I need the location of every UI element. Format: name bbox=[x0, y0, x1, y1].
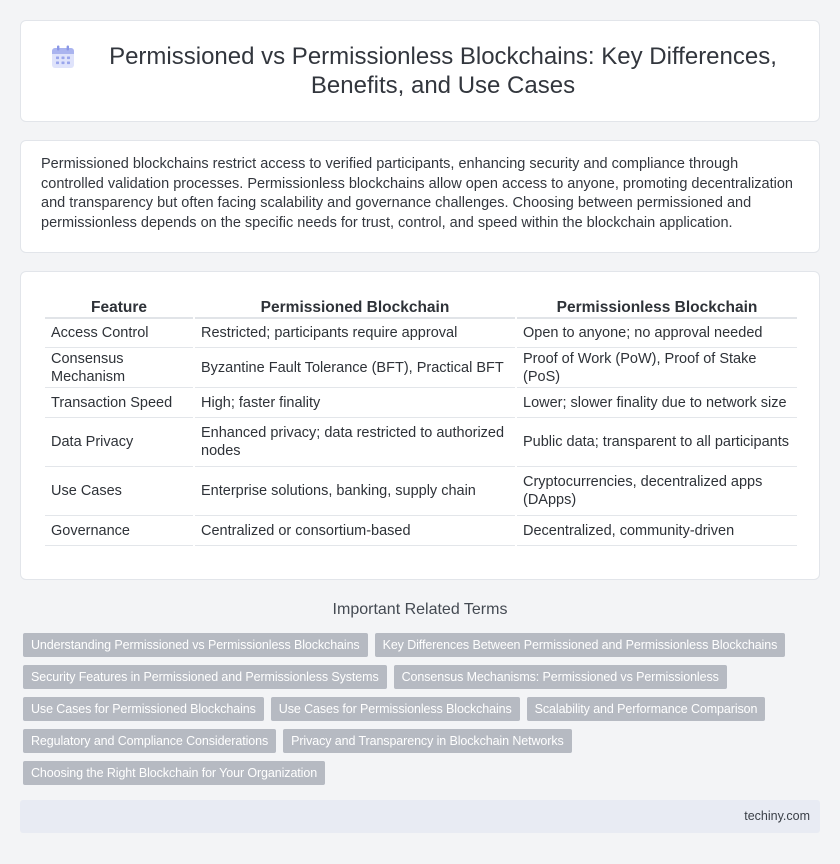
related-term-tag[interactable]: Regulatory and Compliance Considerations bbox=[23, 729, 276, 753]
row-permissioned: Enhanced privacy; data restricted to authorized nodes bbox=[195, 418, 515, 467]
header-permissionless: Permissionless Blockchain bbox=[517, 294, 797, 319]
related-term-tag[interactable]: Understanding Permissioned vs Permissionless Blockchains bbox=[23, 633, 368, 657]
row-feature: Access Control bbox=[45, 319, 193, 348]
header-permissioned: Permissioned Blockchain bbox=[195, 294, 515, 319]
row-permissioned: High; faster finality bbox=[195, 388, 515, 418]
related-term-tag[interactable]: Scalability and Performance Comparison bbox=[527, 697, 766, 721]
row-permissionless: Lower; slower finality due to network size bbox=[517, 388, 797, 418]
row-permissionless: Public data; transparent to all participants bbox=[517, 418, 797, 467]
row-feature: Data Privacy bbox=[45, 418, 193, 467]
row-feature: Consensus Mechanism bbox=[45, 348, 193, 388]
related-term-tag[interactable]: Key Differences Between Permissioned and Permissionless Blockchains bbox=[375, 633, 786, 657]
table-row bbox=[45, 516, 797, 546]
related-term-tag[interactable]: Choosing the Right Blockchain for Your Organization bbox=[23, 761, 325, 785]
header-feature: Feature bbox=[45, 294, 193, 319]
row-permissioned: Restricted; participants require approval bbox=[195, 319, 515, 348]
table-row bbox=[45, 319, 797, 348]
row-permissioned: Byzantine Fault Tolerance (BFT), Practical BFT bbox=[195, 348, 515, 388]
related-terms-list bbox=[23, 633, 813, 785]
table-header-row bbox=[45, 294, 797, 319]
related-term-tag[interactable]: Use Cases for Permissionless Blockchains bbox=[271, 697, 520, 721]
footer bbox=[20, 800, 820, 833]
related-term-tag[interactable]: Security Features in Permissioned and Permissionless Systems bbox=[23, 665, 387, 689]
related-terms-title: Important Related Terms bbox=[332, 601, 508, 618]
table-row bbox=[45, 418, 797, 467]
row-permissioned: Enterprise solutions, banking, supply chain bbox=[195, 467, 515, 516]
row-permissionless: Proof of Work (PoW), Proof of Stake (PoS) bbox=[517, 348, 797, 388]
table-row bbox=[45, 348, 797, 388]
row-feature: Governance bbox=[45, 516, 193, 546]
table-row bbox=[45, 467, 797, 516]
page-title: Permissioned vs Permissionless Blockchains: Key Differences, Benefits, and Use Cases bbox=[109, 43, 777, 99]
title-card bbox=[20, 20, 820, 122]
row-feature: Use Cases bbox=[45, 467, 193, 516]
row-permissionless: Decentralized, community-driven bbox=[517, 516, 797, 546]
intro-card bbox=[20, 140, 820, 253]
comparison-table bbox=[43, 294, 799, 546]
intro-text: Permissioned blockchains restrict access to verified participants, enhancing security and compliance through controlled validation processes. Permissionless blockchains allow open access to anyone, promoting decentralization and transparency but often facing scalability and governance challenges. Choosing between permissioned and permissionless depends on the specific needs for trust, control, and speed within the blockchain application. bbox=[41, 156, 793, 231]
row-permissionless: Cryptocurrencies, decentralized apps (DApps) bbox=[517, 467, 797, 516]
table-row bbox=[45, 388, 797, 418]
comparison-table-card bbox=[20, 271, 820, 580]
related-term-tag[interactable]: Privacy and Transparency in Blockchain Networks bbox=[283, 729, 572, 753]
related-term-tag[interactable]: Consensus Mechanisms: Permissioned vs Permissionless bbox=[394, 665, 727, 689]
row-feature: Transaction Speed bbox=[45, 388, 193, 418]
row-permissioned: Centralized or consortium-based bbox=[195, 516, 515, 546]
related-term-tag[interactable]: Use Cases for Permissioned Blockchains bbox=[23, 697, 264, 721]
footer-site-link[interactable]: techiny.com bbox=[744, 809, 810, 823]
calendar-icon bbox=[51, 45, 75, 69]
row-permissionless: Open to anyone; no approval needed bbox=[517, 319, 797, 348]
